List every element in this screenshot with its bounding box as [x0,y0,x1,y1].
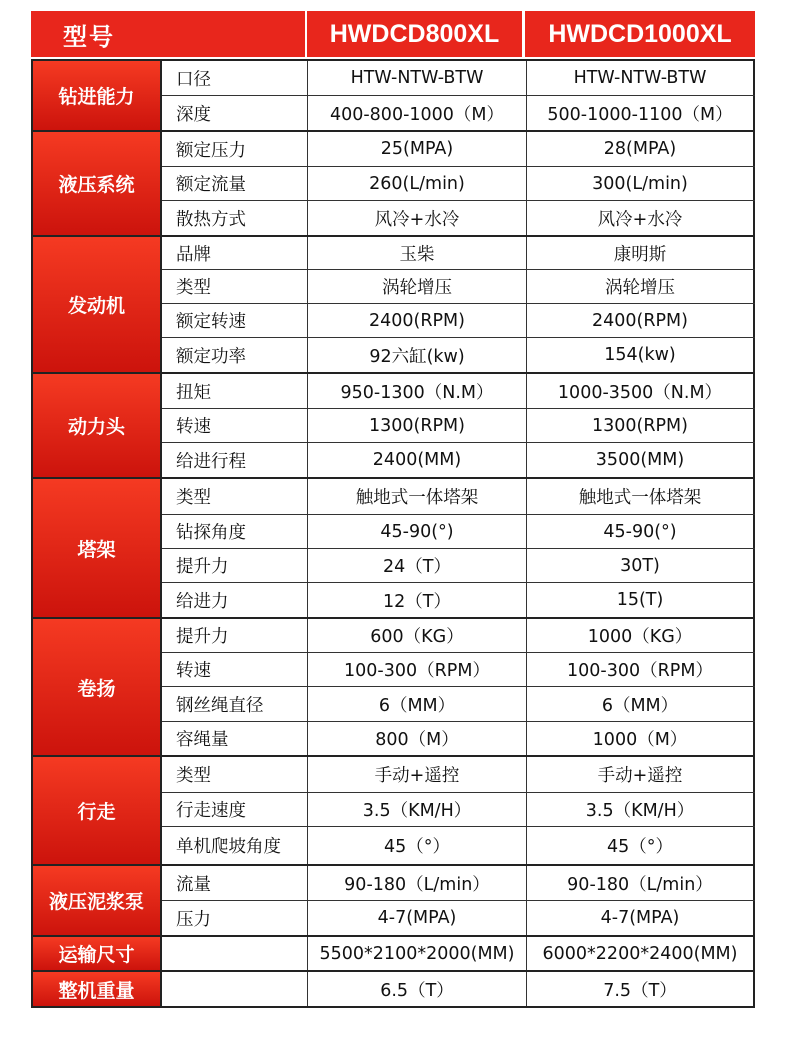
table-row [162,515,755,549]
model-1-value: 90-180（L/min） [308,866,527,900]
model-2-value: 500-1000-1100（M） [527,96,755,130]
category-label: 液压泥浆泵 [33,866,162,935]
category-label: 动力头 [33,374,162,477]
model-2-value: 15(T) [527,583,755,617]
model-2-value: 100-300（RPM） [527,653,755,686]
model-2-value: 涡轮增压 [527,270,755,303]
category-label: 塔架 [33,479,162,617]
table-row [162,901,755,935]
model-2-value: 1000（M） [527,722,755,755]
table-row [162,270,755,304]
model-1-value: 手动+遥控 [308,757,527,792]
spec-table [31,59,755,1008]
model-1-value: 6.5（T） [308,972,527,1006]
model-2-value: 风冷+水冷 [527,201,755,235]
model-1-value: 92六缸(kw) [308,338,527,372]
header-model-2: HWDCD1000XL [525,11,755,57]
model-1-value: 4-7(MPA) [308,901,527,935]
spec-item: 扭矩 [162,374,308,408]
model-2-value: 3.5（KM/H） [527,793,755,826]
model-1-value: 400-800-1000（M） [308,96,527,130]
spec-group [33,937,755,972]
model-1-value: 3.5（KM/H） [308,793,527,826]
model-1-value: 2400(RPM) [308,304,527,337]
spec-item: 品牌 [162,237,308,269]
table-row [162,722,755,755]
spec-item: 额定流量 [162,167,308,200]
category-label: 液压系统 [33,132,162,235]
model-2-value: 300(L/min) [527,167,755,200]
category-label: 发动机 [33,237,162,372]
spec-item: 转速 [162,409,308,442]
table-row [162,757,755,793]
category-label: 运输尺寸 [33,937,162,970]
category-label: 行走 [33,757,162,864]
spec-item: 额定压力 [162,132,308,166]
spec-item: 深度 [162,96,308,130]
table-row [162,549,755,583]
table-row [162,793,755,827]
table-row [162,237,755,270]
table-row [162,443,755,477]
spec-item: 类型 [162,757,308,792]
spec-item [162,972,308,1006]
model-1-value: 1300(RPM) [308,409,527,442]
table-row [162,937,755,970]
spec-group [33,237,755,374]
table-row [162,374,755,409]
spec-item: 钢丝绳直径 [162,687,308,721]
spec-group [33,61,755,132]
spec-item: 额定转速 [162,304,308,337]
model-2-value: 触地式一体塔架 [527,479,755,514]
model-2-value: 手动+遥控 [527,757,755,792]
model-1-value: 45（°） [308,827,527,864]
model-1-value: 25(MPA) [308,132,527,166]
spec-item: 口径 [162,61,308,95]
spec-item: 行走速度 [162,793,308,826]
table-row [162,132,755,167]
category-label: 钻进能力 [33,61,162,130]
model-2-value: 1300(RPM) [527,409,755,442]
spec-item: 钻探角度 [162,515,308,548]
model-2-value: 7.5（T） [527,972,755,1006]
table-row [162,972,755,1006]
model-2-value: 康明斯 [527,237,755,269]
model-2-value: 154(kw) [527,338,755,372]
model-1-value: 涡轮增压 [308,270,527,303]
table-row [162,583,755,617]
model-2-value: 1000-3500（N.M） [527,374,755,408]
model-2-value: 28(MPA) [527,132,755,166]
model-2-value: 3500(MM) [527,443,755,477]
spec-group [33,757,755,866]
table-row [162,653,755,687]
table-row [162,167,755,201]
table-row [162,409,755,443]
model-2-value: 4-7(MPA) [527,901,755,935]
model-1-value: 触地式一体塔架 [308,479,527,514]
spec-item: 散热方式 [162,201,308,235]
model-1-value: 玉柴 [308,237,527,269]
model-2-value: 45-90(°) [527,515,755,548]
spec-item: 提升力 [162,549,308,582]
model-2-value: 45（°） [527,827,755,864]
model-1-value: 2400(MM) [308,443,527,477]
header-model-1: HWDCD800XL [307,11,522,57]
spec-group [33,866,755,937]
model-1-value: 24（T） [308,549,527,582]
spec-item: 压力 [162,901,308,935]
model-2-value: HTW-NTW-BTW [527,61,755,95]
spec-group [33,374,755,479]
table-row [162,304,755,338]
spec-group [33,972,755,1008]
spec-group [33,619,755,757]
table-row [162,61,755,96]
spec-item: 给进行程 [162,443,308,477]
spec-group [33,479,755,619]
model-1-value: 6（MM） [308,687,527,721]
spec-item: 给进力 [162,583,308,617]
spec-item: 转速 [162,653,308,686]
category-label: 卷扬 [33,619,162,755]
model-1-value: 5500*2100*2000(MM) [308,937,527,970]
table-row [162,866,755,901]
model-1-value: 950-1300（N.M） [308,374,527,408]
model-2-value: 6（MM） [527,687,755,721]
model-2-value: 90-180（L/min） [527,866,755,900]
model-1-value: 12（T） [308,583,527,617]
spec-item [162,937,308,970]
table-row [162,96,755,130]
table-row [162,201,755,235]
model-2-value: 1000（KG） [527,619,755,652]
model-1-value: 260(L/min) [308,167,527,200]
header-label: 型号 [31,11,305,57]
model-2-value: 2400(RPM) [527,304,755,337]
model-2-value: 6000*2200*2400(MM) [527,937,755,970]
spec-item: 类型 [162,479,308,514]
spec-item: 单机爬坡角度 [162,827,308,864]
spec-item: 额定功率 [162,338,308,372]
model-1-value: 600（KG） [308,619,527,652]
model-1-value: HTW-NTW-BTW [308,61,527,95]
table-row [162,827,755,864]
spec-item: 容绳量 [162,722,308,755]
spec-item: 流量 [162,866,308,900]
spec-item: 提升力 [162,619,308,652]
table-row [162,338,755,372]
model-1-value: 45-90(°) [308,515,527,548]
model-1-value: 100-300（RPM） [308,653,527,686]
spec-group [33,132,755,237]
table-row [162,619,755,653]
spec-item: 类型 [162,270,308,303]
model-1-value: 800（M） [308,722,527,755]
table-row [162,479,755,515]
model-1-value: 风冷+水冷 [308,201,527,235]
table-row [162,687,755,722]
model-2-value: 30T) [527,549,755,582]
category-label: 整机重量 [33,972,162,1006]
